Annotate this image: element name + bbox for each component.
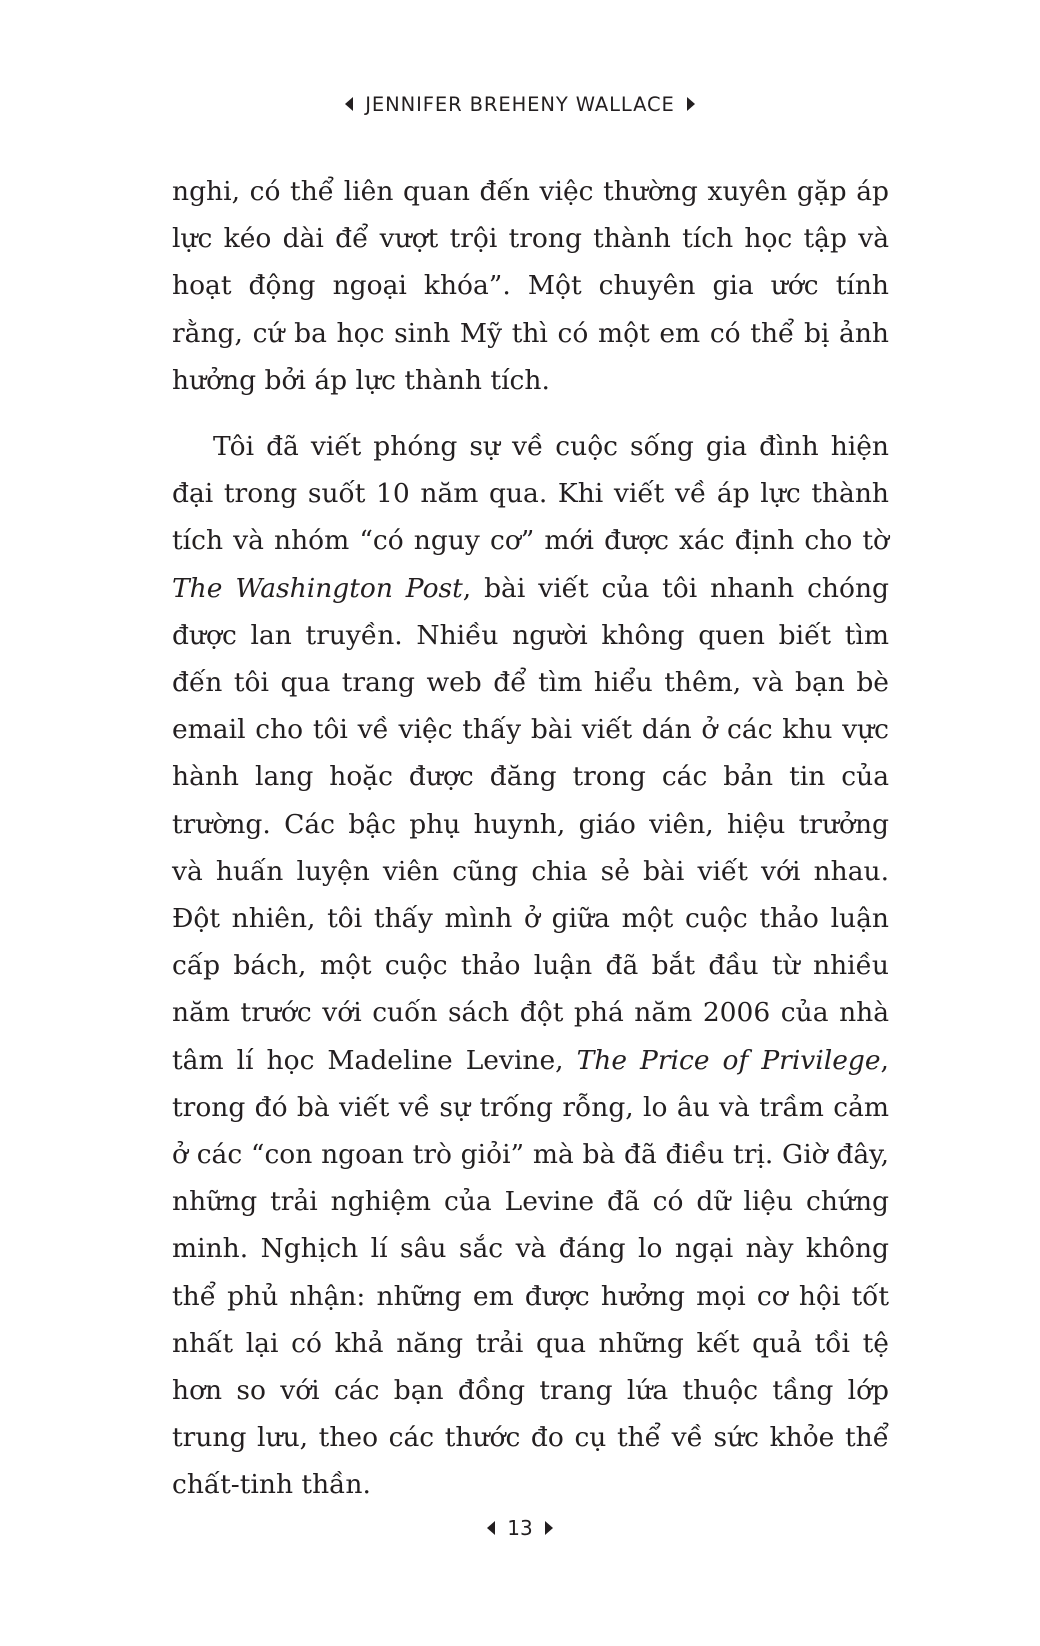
paragraph-2-text-2: , bài viết của tôi nhanh chóng được lan truyền. Nhiều người không quen biết tìm đến tôi qua trang web để tìm hiểu thêm, và bạn bè email cho tôi về việc thấy bài viết dán ở các khu vực hành lang hoặc được đăng trong các bản tin của trường. Các bậc phụ huynh, giáo viên, hiệu trưởng và huấn luyện viên cũng chia sẻ bài viết với nhau. Đột nhiên, tôi thấy mình ở giữa một cuộc thảo luận cấp bách, một cuộc thảo luận đã bắt đầu từ nhiều năm trước với cuốn sách đột phá năm 2006 của nhà tâm lí học Madeline Levine,: [172, 572, 889, 1076]
page-number: 13: [507, 1516, 533, 1540]
publication-title: The Washington Post: [172, 572, 463, 604]
page-folio: [0, 1513, 1040, 1543]
running-head: [0, 90, 1040, 120]
paragraph-2-text-3: , trong đó bà viết về sự trống rỗng, lo âu và trầm cảm ở các “con ngoan trò giỏi” mà bà đã điều trị. Giờ đây, những trải nghiệm của Levine đã có dữ liệu chứng minh. Nghịch lí sâu sắc và đáng lo ngại này không thể phủ nhận: những em được hưởng mọi cơ hội tốt nhất lại có khả năng trải qua những kết quả tồi tệ hơn so với các bạn đồng trang lứa thuộc tầng lớp trung lưu, theo các thước đo cụ thể về sức khỏe thể chất-tinh thần.: [172, 1044, 889, 1501]
book-title: The Price of Privilege: [576, 1044, 881, 1076]
triangle-left-icon: [487, 1521, 495, 1535]
author-name: JENNIFER BREHENY WALLACE: [365, 93, 675, 116]
body-paragraph-2: [172, 423, 889, 1509]
triangle-right-icon: [545, 1521, 553, 1535]
triangle-left-icon: [345, 97, 353, 111]
body-paragraph-1: nghi, có thể liên quan đến việc thường xuyên gặp áp lực kéo dài để vượt trội trong thành tích học tập và hoạt động ngoại khóa”. Một chuyên gia ước tính rằng, cứ ba học sinh Mỹ thì có một em có thể bị ảnh hưởng bởi áp lực thành tích.: [172, 176, 889, 396]
triangle-right-icon: [687, 97, 695, 111]
paragraph-2-text-1: Tôi đã viết phóng sự về cuộc sống gia đình hiện đại trong suốt 10 năm qua. Khi viết về áp lực thành tích và nhóm “có nguy cơ” mới được xác định cho tờ: [172, 431, 889, 557]
